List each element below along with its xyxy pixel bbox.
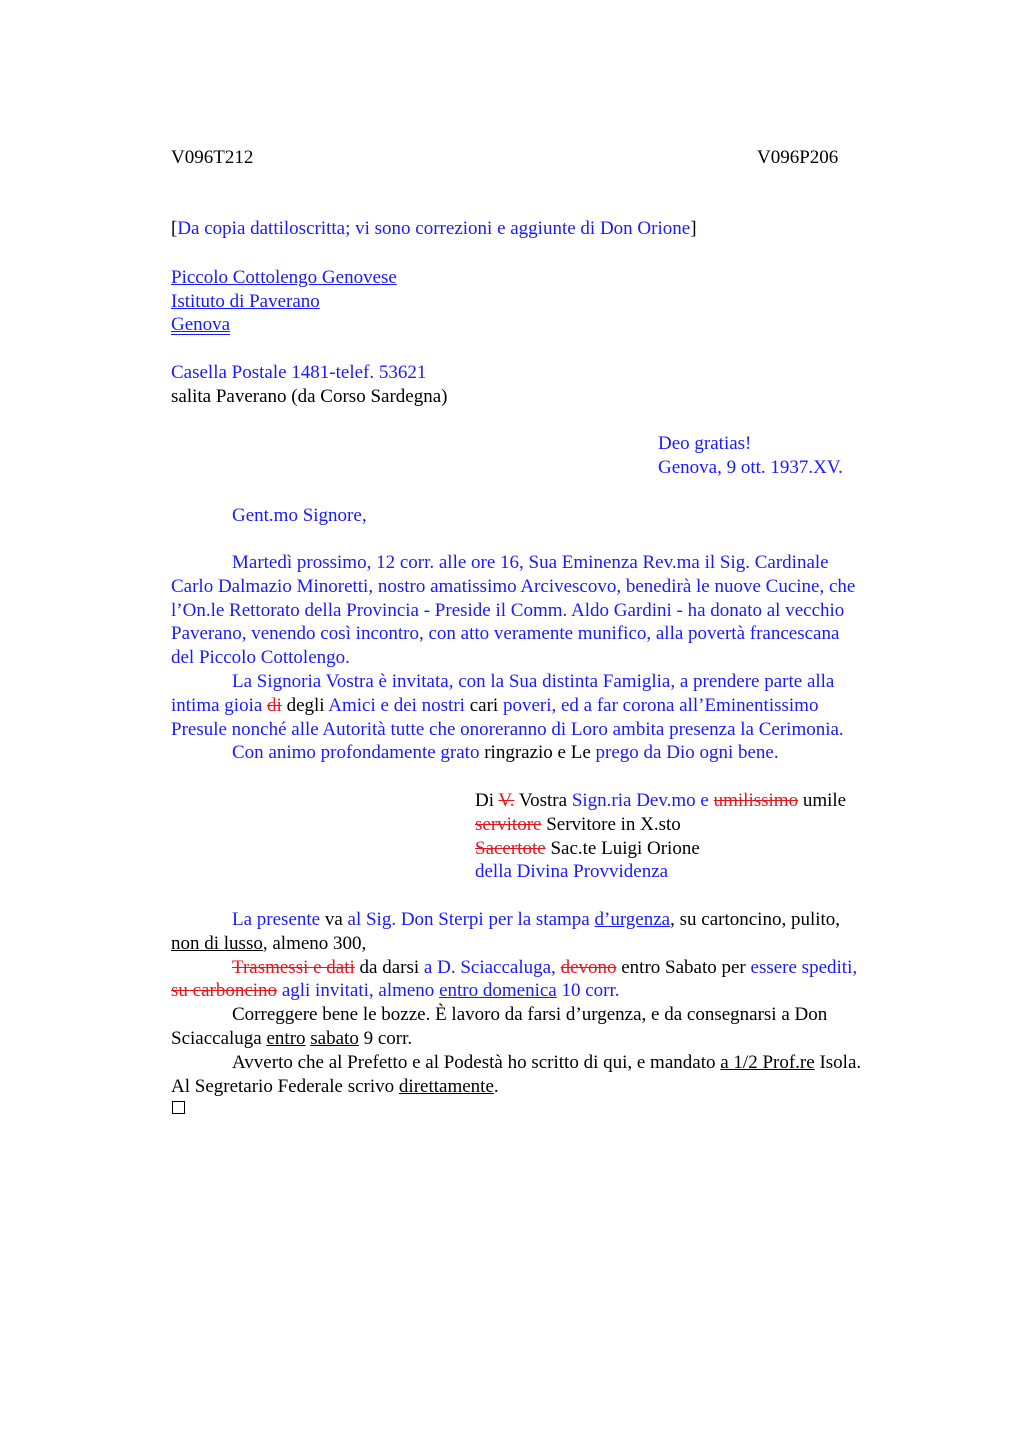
signature-line-3: Sacertote Sac.te Luigi Orione (475, 838, 700, 859)
signature-line-1: Di V. Vostra Sign.ria Dev.mo e umilissimo umile (475, 790, 847, 811)
postscript-line-7: Avverto che al Prefetto e al Podestà ho scritto di qui, e mandato a 1/2 Prof.re Isola. (232, 1052, 862, 1073)
body-p2-line-1: La Signoria Vostra è invitata, con la Sua distinta Famiglia, a prendere parte alla (232, 671, 835, 692)
body-p1-line-3: l’On.le Rettorato della Provincia - Preside il Comm. Aldo Gardini - ha donato al vecchio (171, 600, 845, 621)
signature-line-4: della Divina Provvidenza (475, 861, 669, 882)
body-p1-line-5: del Piccolo Cottolengo. (171, 647, 350, 668)
document-code-left: V096T212 (171, 147, 254, 168)
letterhead-line-3: Genova (171, 314, 231, 335)
postscript-line-2: non di lusso, almeno 300, (171, 933, 367, 954)
postscript-line-3: Trasmessi e dati da darsi a D. Sciaccaluga, devono entro Sabato per essere spediti, (232, 957, 858, 978)
document-code-right: V096P206 (757, 147, 839, 168)
body-p2-line-3: Presule nonché alle Autorità tutte che onoreranno di Loro ambita presenza la Cerimonia. (171, 719, 844, 740)
postscript-line-6: Sciaccaluga entro sabato 9 corr. (171, 1028, 413, 1049)
body-p1-line-1: Martedì prossimo, 12 corr. alle ore 16, Sua Eminenza Rev.ma il Sig. Cardinale (232, 552, 829, 573)
postscript-line-4: su carboncino agli invitati, almeno entro domenica 10 corr. (171, 980, 620, 1001)
dateline-greeting: Deo gratias! (658, 433, 752, 454)
salutation: Gent.mo Signore, (232, 505, 367, 526)
end-marker-box (172, 1101, 185, 1114)
body-p1-line-4: Paverano, venendo così incontro, con atto veramente munifico, alla povertà francescana (171, 623, 840, 644)
signature-line-2: servitore Servitore in X.sto (475, 814, 681, 835)
letterhead-line-4: Casella Postale 1481-telef. 53621 (171, 362, 427, 383)
dateline-date: Genova, 9 ott. 1937.XV. (658, 457, 843, 478)
body-p3: Con animo profondamente grato ringrazio e Le prego da Dio ogni bene. (232, 742, 779, 763)
body-p1-line-2: Carlo Dalmazio Minoretti, nostro amatissimo Arcivescovo, benedirà le nuove Cucine, che (171, 576, 856, 597)
letterhead-line-5: salita Paverano (da Corso Sardegna) (171, 386, 448, 407)
letterhead-line-1: Piccolo Cottolengo Genovese (171, 267, 397, 288)
body-p2-line-2: intima gioia di degli Amici e dei nostri cari poveri, ed a far corona all’Eminentissimo (171, 695, 819, 716)
letterhead-line-2: Istituto di Paverano (171, 291, 320, 312)
postscript-line-1: La presente va al Sig. Don Sterpi per la stampa d’urgenza, su cartoncino, pulito, (232, 909, 841, 930)
editorial-note: [Da copia dattiloscritta; vi sono correzioni e aggiunte di Don Orione] (171, 218, 697, 239)
postscript-line-8: Al Segretario Federale scrivo direttamente. (171, 1076, 499, 1097)
postscript-line-5: Correggere bene le bozze. È lavoro da farsi d’urgenza, e da consegnarsi a Don (232, 1004, 828, 1025)
